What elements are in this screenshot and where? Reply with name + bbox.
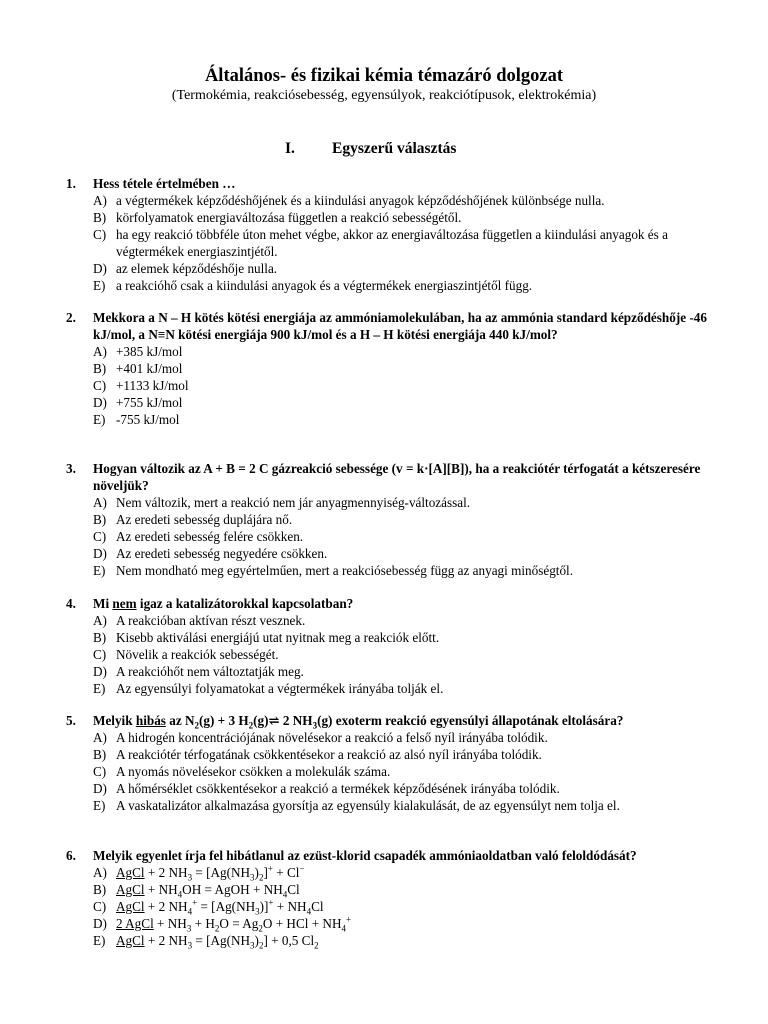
option xyxy=(93,746,716,763)
option-text: Az eredeti sebesség negyedére csökken. xyxy=(116,546,328,561)
equilibrium-arrow-icon: ⇌ xyxy=(268,713,280,728)
option-text: +401 kJ/mol xyxy=(116,361,183,376)
option-letter: D) xyxy=(93,916,107,931)
option xyxy=(93,629,716,646)
option xyxy=(93,360,716,377)
page-subtitle: (Termokémia, reakciósebesség, egyensúlyok, reakciótípusok, elektrokémia) xyxy=(171,88,597,103)
question-5 xyxy=(66,712,716,814)
question-number: 5. xyxy=(66,713,76,728)
option-text: Az eredeti sebesség duplájára nő. xyxy=(116,512,293,527)
option-letter: A) xyxy=(93,344,107,359)
option-letter: C) xyxy=(93,647,107,662)
question-6 xyxy=(66,847,716,949)
option-letter: D) xyxy=(93,261,107,276)
option-letter: B) xyxy=(93,747,107,762)
option xyxy=(93,763,716,780)
option-list xyxy=(93,494,716,579)
question-4 xyxy=(66,595,716,697)
option-letter: B) xyxy=(93,210,107,225)
option-text: A vaskatalizátor alkalmazása gyorsítja az egyensúly kialakulását, de az egyensúlyt nem tolja el. xyxy=(116,798,620,813)
option xyxy=(93,729,716,746)
option xyxy=(93,343,716,360)
option xyxy=(93,545,716,562)
option-letter: A) xyxy=(93,730,107,745)
option xyxy=(93,562,716,579)
option-letter: E) xyxy=(93,412,106,427)
option-text: Növelik a reakciók sebességét. xyxy=(116,647,279,662)
option-letter: D) xyxy=(93,395,107,410)
option-equation: AgCl + 2 $NH_3 = [Ag(NH_3)_2] + 0,5$ $Cl_2$ xyxy=(116,933,319,951)
option-letter: A) xyxy=(93,865,107,880)
option-text: +755 kJ/mol xyxy=(116,395,183,410)
option-text: A reakcióban aktívan részt vesznek. xyxy=(116,613,306,628)
option xyxy=(93,881,716,898)
option-letter: C) xyxy=(93,227,107,242)
emphasis-underline: nem xyxy=(112,596,137,611)
option-letter: D) xyxy=(93,664,107,679)
option-letter: A) xyxy=(93,613,107,628)
question-text: Mekkora a N – H kötés kötési energiája az ammóniamolekulában, ha az ammónia standard képződéshője -46 kJ/mol, a N≡N kötési energiája 900 kJ/mol és a H – H kötési energiája 440 kJ/mol? xyxy=(93,310,707,342)
option xyxy=(93,394,716,411)
option-equation: AgCl + 2 $NH_3 = [Ag(NH_3)_2]^+ + Cl^-$ xyxy=(116,863,305,883)
option-text: A hidrogén koncentrációjának növelésekor a reakció a felső nyíl irányába tolódik. xyxy=(116,730,548,745)
option-letter: C) xyxy=(93,378,107,393)
option-text: +1133 kJ/mol xyxy=(116,378,189,393)
question-number: 2. xyxy=(66,310,76,325)
option-letter: C) xyxy=(93,899,107,914)
option xyxy=(93,680,716,697)
option-letter: E) xyxy=(93,563,106,578)
option xyxy=(93,511,716,528)
option-list xyxy=(93,864,716,949)
option-equation: 2 AgCl + $NH_3 + H_2O = Ag_2O$ + HCl + $NH_4^+$ xyxy=(116,914,352,934)
question-text: Melyik hibás az $N_2(g) + 3$ $H_2(g)\rightleftharpoons$ 2 $NH_3(g)$ exoterm reakció egyensúlyi állapotának eltolására? xyxy=(93,713,624,731)
question-text: Melyik egyenlet írja fel hibátlanul az ezüst-klorid csapadék ammóniaoldatban való feloldódását? xyxy=(93,848,637,863)
option xyxy=(93,411,716,428)
option-letter: B) xyxy=(93,361,107,376)
option xyxy=(93,932,716,949)
option-letter: D) xyxy=(93,546,107,561)
option-list xyxy=(93,192,716,294)
question-number: 1. xyxy=(66,176,76,191)
option xyxy=(93,780,716,797)
option xyxy=(93,612,716,629)
option-text: -755 kJ/mol xyxy=(116,412,180,427)
option xyxy=(93,898,716,915)
option xyxy=(93,277,716,294)
question-number: 4. xyxy=(66,596,76,611)
emphasis-underline: hibás xyxy=(135,713,166,728)
option-text: Kisebb aktiválási energiájú utat nyitnak meg a reakciók előtt. xyxy=(116,630,440,645)
option-text: Nem változik, mert a reakció nem jár anyagmennyiség-változással. xyxy=(116,495,471,510)
option-letter: E) xyxy=(93,933,106,948)
option xyxy=(93,260,716,277)
option xyxy=(93,646,716,663)
option xyxy=(93,377,716,394)
option xyxy=(93,797,716,814)
option-text: Az eredeti sebesség felére csökken. xyxy=(116,529,304,544)
question-1 xyxy=(66,175,716,294)
option-letter: A) xyxy=(93,193,107,208)
option xyxy=(93,209,716,226)
option xyxy=(93,528,716,545)
option-text: Az egyensúlyi folyamatokat a végtermékek irányába tolják el. xyxy=(116,681,444,696)
question-2 xyxy=(66,309,716,428)
option-text: A hőmérséklet csökkentésekor a reakció a termékek képződésének irányába tolódik. xyxy=(116,781,560,796)
option-letter: D) xyxy=(93,781,107,796)
option-text: +385 kJ/mol xyxy=(116,344,183,359)
question-number: 6. xyxy=(66,848,76,863)
section-title: Egyszerű választás xyxy=(332,140,457,157)
page-title: Általános- és fizikai kémia témazáró dolgozat xyxy=(204,66,564,86)
option-letter: A) xyxy=(93,495,107,510)
question-text: Hogyan változik az A + B = 2 C gázreakció sebessége (v = k·[A][B]), ha a reakciótér térfogatát a kétszeresére növeljük? xyxy=(93,461,701,493)
option-text: körfolyamatok energiaváltozása független a reakció sebességétől. xyxy=(116,210,462,225)
question-text: Hess tétele értelmében … xyxy=(93,176,236,191)
option-text: ha egy reakció többféle úton mehet végbe, akkor az energiaváltozása független a kiindulási anyagok és a végtermékek energiaszintjétől. xyxy=(116,227,668,259)
option-letter: E) xyxy=(93,798,106,813)
option-letter: E) xyxy=(93,681,106,696)
option-list xyxy=(93,729,716,814)
option-letter: B) xyxy=(93,882,107,897)
option-equation: AgCl + 2 $NH_4^+ = [Ag(NH_3)]^+ + NH_4Cl$ xyxy=(116,897,324,917)
option xyxy=(93,494,716,511)
option-text: Nem mondható meg egyértelműen, mert a reakciósebesség függ az anyagi minőségtől. xyxy=(116,563,574,578)
question-text: Mi nem igaz a katalizátorokkal kapcsolatban? xyxy=(93,596,354,611)
option-text: az elemek képződéshője nulla. xyxy=(116,261,278,276)
question-number: 3. xyxy=(66,461,76,476)
option-list xyxy=(93,612,716,697)
option xyxy=(93,915,716,932)
option xyxy=(93,663,716,680)
section-number: I. xyxy=(285,140,295,157)
option-letter: C) xyxy=(93,764,107,779)
option-text: A reakcióhőt nem változtatják meg. xyxy=(116,664,304,679)
option-text: A nyomás növelésekor csökken a molekulák száma. xyxy=(116,764,391,779)
option xyxy=(93,226,716,260)
option-letter: B) xyxy=(93,630,107,645)
option-text: a végtermékek képződéshőjének és a kiindulási anyagok képződéshőjének különbsége nulla. xyxy=(116,193,605,208)
option xyxy=(93,192,716,209)
option xyxy=(93,864,716,881)
option-letter: E) xyxy=(93,278,106,293)
option-text: A reakciótér térfogatának csökkentésekor a reakció az alsó nyíl irányába tolódik. xyxy=(116,747,542,762)
option-list xyxy=(93,343,716,428)
option-letter: C) xyxy=(93,529,107,544)
question-3 xyxy=(66,460,716,579)
option-letter: B) xyxy=(93,512,107,527)
option-text: a reakcióhő csak a kiindulási anyagok és a végtermékek energiaszintjétől függ. xyxy=(116,278,533,293)
option-equation: AgCl + $NH_4OH$ = AgOH + $NH_4Cl$ xyxy=(116,882,300,900)
